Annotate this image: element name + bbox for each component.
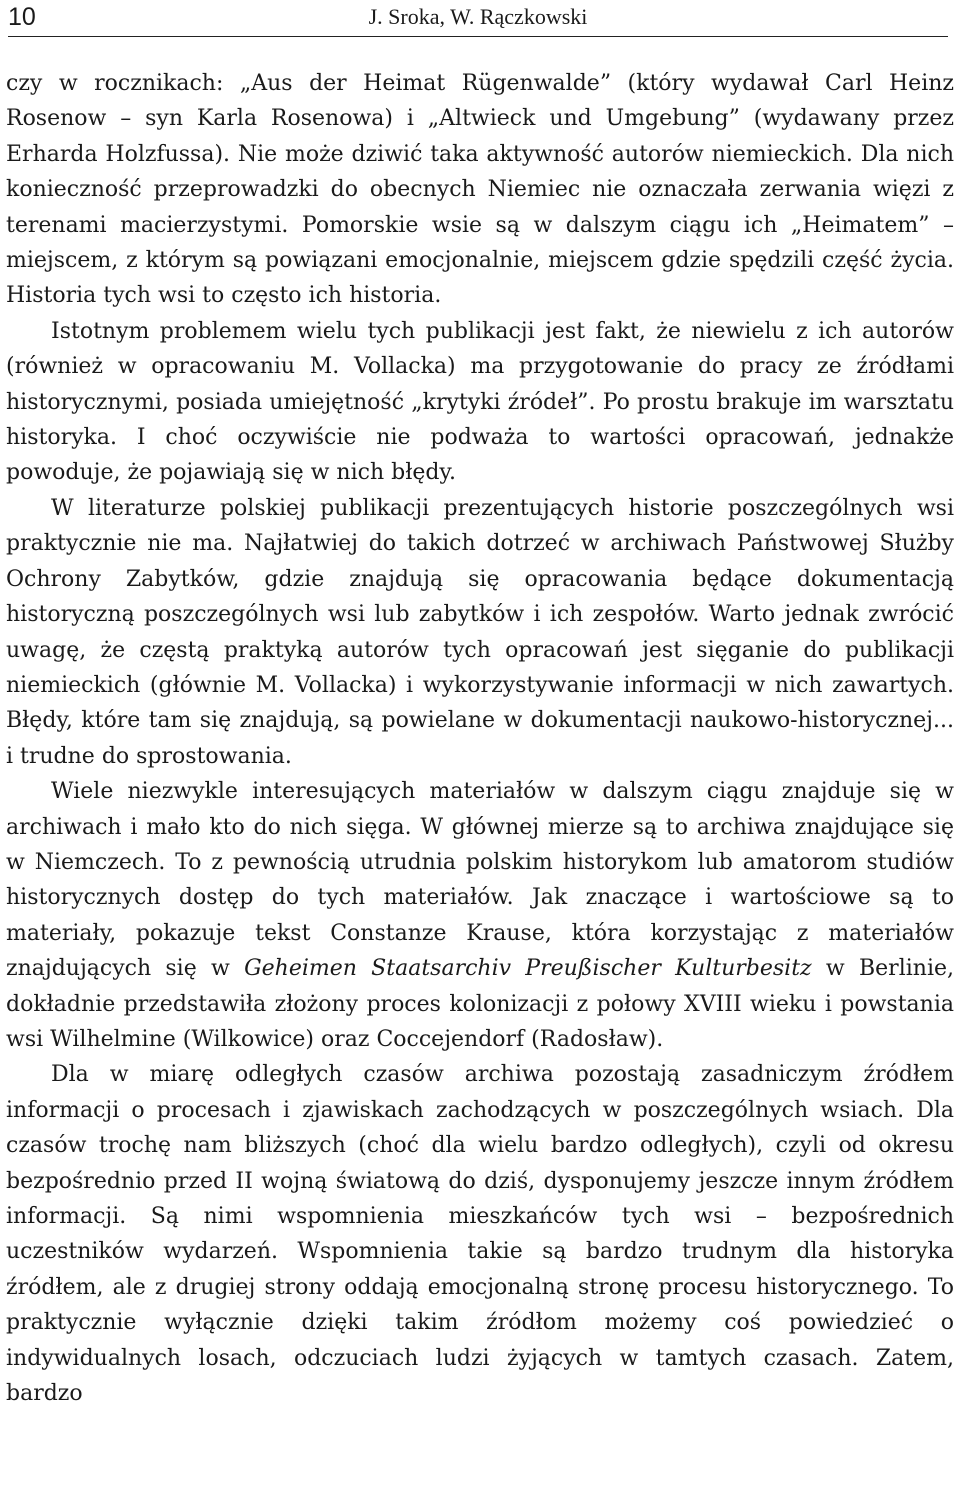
archive-name-italic: Geheimen Staatsarchiv Preußischer Kulturbesitz	[244, 956, 812, 982]
paragraph	[6, 774, 954, 1057]
running-head: J. Sroka, W. Rączkowski	[368, 4, 588, 29]
paragraph-text: Dla w miarę odległych czasów archiwa pozostają zasadniczym źródłem informacji o procesach i zjawiskach zachodzących w poszczególnych wsiach. Dla czasów trochę nam bliższych (choć dla wielu bardzo odległych), czyli od okresu bezpośrednio przed II wojną światową do dziś, dysponujemy jeszcze innym źródłem informacji. Są nimi wspomnienia mieszkańców tych wsi – bezpośrednich uczestników wydarzeń. Wspomnienia takie są bardzo trudnym dla historyka źródłem, ale z drugiej strony oddają emocjonalną stronę procesu historycznego. To praktycznie wyłącznie dzięki takim źródłom możemy coś powiedzieć o indywidualnych losach, odczuciach ludzi żyjących w tamtych czasach. Zatem, bardzo	[6, 1062, 954, 1407]
paragraph	[6, 491, 954, 774]
page-body	[6, 66, 954, 1411]
paragraph	[6, 66, 954, 314]
page-number: 10	[8, 3, 36, 31]
page-header	[8, 0, 948, 37]
paragraph-text: w Berlinie, dokładnie przedstawiła złożony proces kolonizacji z połowy XVIII wieku i powstania wsi Wilhelmine (Wilkowice) oraz Coccejendorf (Radosław).	[6, 956, 954, 1052]
paragraph-text: czy w rocznikach: „Aus der Heimat Rügenwalde” (który wydawał Carl Heinz Rosenow – syn Karla Rosenowa) i „Altwieck und Umgebung” (wydawany przez Erharda Holzfussa). Nie może dziwić taka aktywność autorów niemieckich. Dla nich konieczność przeprowadzki do obecnych Niemiec nie oznaczała zerwania więzi z terenami macierzystymi. Pomorskie wsie są w dalszym ciągu ich „Heimatem” – miejscem, z którym są powiązani emocjonalnie, miejscem gdzie spędzili część życia. Historia tych wsi to często ich historia.	[6, 71, 954, 309]
paragraph-text: W literaturze polskiej publikacji prezentujących historie poszczególnych wsi praktycznie nie ma. Najłatwiej do takich dotrzeć w archiwach Państwowej Służby Ochrony Zabytków, gdzie znajdują się opracowania będące dokumentacją historyczną poszczególnych wsi lub zabytków i ich zespołów. Warto jednak zwrócić uwagę, że częstą praktyką autorów tych opracowań jest sięganie do publikacji niemieckich (głównie M. Vollacka) i wykorzystywanie informacji w nich zawartych. Błędy, które tam się znajdują, są powielane w dokumentacji naukowo-historycznej... i trudne do sprostowania.	[6, 495, 954, 769]
paragraph-text: Wiele niezwykle interesujących materiałów w dalszym ciągu znajduje się w archiwach i mało kto do nich sięga. W głównej mierze są to archiwa znajdujące się w Niemczech. To z pewnością utrudnia polskim historykom lub amatorom studiów historycznych dostęp do tych materiałów. Jak znaczące i wartościowe są to materiały, pokazuje tekst Constanze Krause, która korzystając z materiałów znajdujących się w	[6, 779, 954, 982]
paragraph-text: Istotnym problemem wielu tych publikacji jest fakt, że niewielu z ich autorów (również w opracowaniu M. Vollacka) ma przygotowanie do pracy ze źródłami historycznymi, posiada umiejętność „krytyki źródeł”. Po prostu brakuje im warsztatu historyka. I choć oczywiście nie podważa to wartości opracowań, jednakże powoduje, że pojawiają się w nich błędy.	[6, 318, 954, 486]
paragraph	[6, 1057, 954, 1411]
paragraph	[6, 314, 954, 491]
